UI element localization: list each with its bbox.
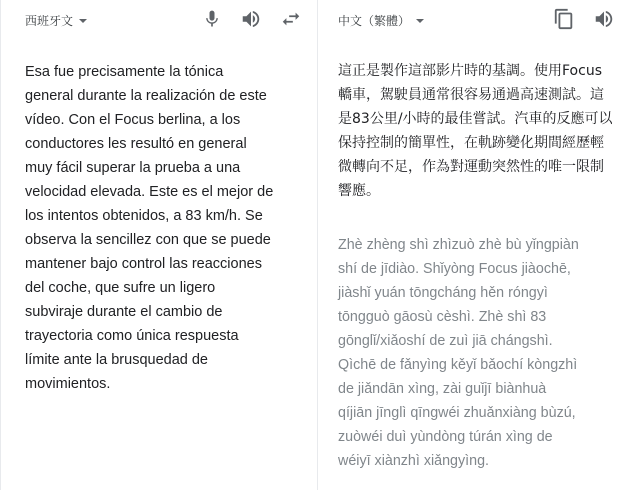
- target-language-label: 中文（繁體）: [338, 14, 411, 28]
- speaker-icon[interactable]: [592, 7, 616, 31]
- target-language-select[interactable]: [338, 12, 424, 29]
- speaker-icon[interactable]: [239, 7, 263, 31]
- chevron-down-icon: [79, 19, 87, 23]
- source-text[interactable]: Esa fue precisamente la tónica general durante la realización de este vídeo. Con el Focus berlina, a los conductores les resultó en general muy fácil superar la prueba a una velocidad elevada. Este es el mejor de los intentos obtenidos, a 83 km/h. Se observa la sencillez con que se puede mantener bajo control las reacciones del coche, que sufre un ligero subviraje durante el cambio de trayectoria como única respuesta límite ante la brusquedad de movimientos.: [25, 64, 274, 392]
- source-language-label: 西班牙文: [25, 14, 74, 28]
- microphone-icon[interactable]: [200, 7, 224, 31]
- chevron-down-icon: [416, 19, 424, 23]
- target-panel: [318, 0, 632, 490]
- source-language-select[interactable]: [25, 12, 87, 29]
- copy-icon[interactable]: [552, 7, 576, 31]
- romanization-text: Zhè zhèng shì zhìzuò zhè bù yǐngpiàn shí de jīdiào. Shǐyòng Focus jiàochē, jiàshǐ yuán tōngcháng hěn róngyì tōngguò gāosù cèshì. Zhè shì 83 gōnglǐ/xiǎoshí de zuì jiā chángshì. Qìchē de fǎnyìng kěyǐ bǎochí kòngzhì de jiǎndān xìng, zài guǐjī biànhuà qíjiān jīnglì qīngwéi zhuǎnxiàng bùzú, zuòwéi duì yùndòng túrán xìng de wéiyī xiànzhì xiǎngyìng.: [338, 237, 579, 469]
- translated-text[interactable]: 這正是製作這部影片時的基調。使用Focus轎車，駕駛員通常很容易通過高速測試。這是83公里/小時的最佳嘗試。汽車的反應可以保持控制的簡單性，在軌跡變化期間經歷輕微轉向不足，作為對運動突然性的唯一限制響應。: [338, 63, 613, 199]
- swap-icon[interactable]: [279, 7, 303, 31]
